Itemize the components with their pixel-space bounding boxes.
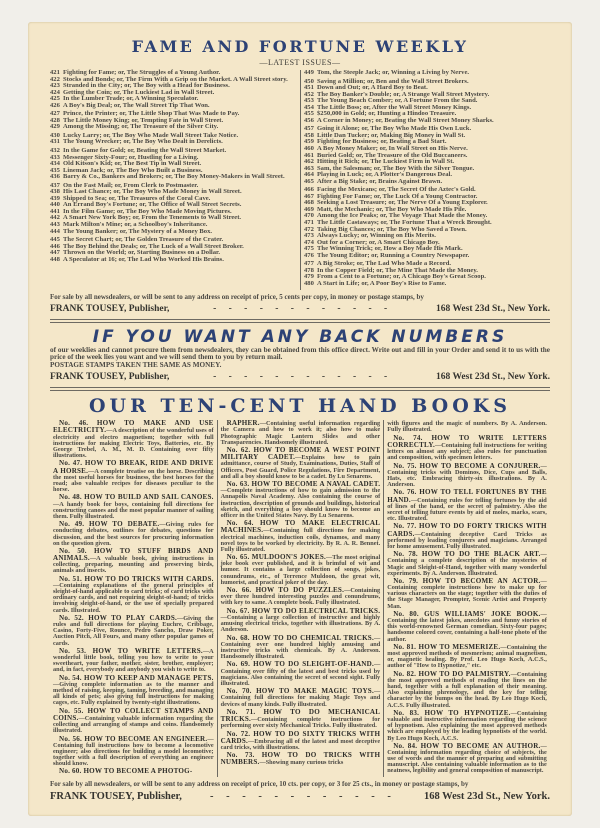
issue-number: 435	[50, 166, 60, 174]
issue-title: Stocks and Bonds; or, The Firm With a Grip on the Market. A Wall Street story.	[63, 75, 288, 83]
handbook-title: No. 69. HOW TO DO SLEIGHT-OF-HAND.	[226, 660, 374, 669]
issue-item	[50, 124, 296, 131]
handbook-entry	[221, 608, 381, 634]
handbook-description: —Containing over fifty of the latest and best tricks used by magicians. Also containing the secret of second sight. Fully illustrated.	[220, 661, 381, 687]
issue-number: 480	[304, 279, 314, 287]
handbook-entry	[387, 489, 547, 522]
handbooks-sale-notice: For sale by all newsdealers, or will be sent to any address on receipt of price, 10 cts. per copy, or 3 for 25 cts., in money or postage stamps, by	[50, 779, 469, 788]
issue-group	[304, 187, 550, 259]
issue-title: Barry & Co., Bankers and Brokers; or, The Boy Money-Makers in Wall Street.	[63, 173, 285, 181]
handbook-entry	[387, 523, 547, 550]
issue-title: Out for a Corner; or, A Smart Chicago Boy.	[317, 238, 440, 246]
issue-title: A Speculator at 16; or, The Lad Who Worked His Brains.	[63, 255, 224, 263]
issue-item	[304, 179, 550, 186]
handbook-entry	[53, 494, 214, 520]
issue-title: A Big Stroke; or, The Lad Who Made a Record.	[317, 260, 452, 268]
issue-group	[304, 79, 550, 125]
handbook-description: —A handy book for boys, containing full directions for constructing canoes and the most popular manner of sailing them. Fully illustrated.	[53, 500, 214, 520]
issue-number: 426	[50, 101, 60, 109]
handbook-description: —Containing full instructions how to become a locomotive engineer; also directions for building a model locomotive; together with a full description of everything an engineer should know.	[53, 735, 214, 768]
handbook-title: No. 64. HOW TO MAKE ELECTRICAL MACHINES.	[220, 519, 381, 535]
issue-title: An Errand Boy's Fortune; or, The Office of Wall Street Secrets.	[63, 201, 242, 209]
handbook-entry	[221, 661, 381, 687]
issue-item	[50, 257, 296, 264]
issue-item	[50, 139, 296, 146]
handbook-entry	[53, 521, 214, 547]
handbook-entry	[387, 435, 547, 462]
issue-title: The Winning Trick; or, How a Boy Made His Mark.	[317, 245, 463, 253]
handbook-description: —Showing many curious tricks	[259, 759, 344, 767]
handbook-title: No. 51. HOW TO DO TRICKS WITH CARDS.	[59, 574, 214, 583]
handbook-title: No. 63. HOW TO BECOME A NAVAL CADET.	[226, 480, 381, 489]
issue-number: 479	[304, 273, 314, 281]
issue-title: From a Cent to a Fortune; or, A Chicago Boy's Great Scoop.	[317, 273, 486, 281]
issue-title: Prince, the Printer; or, The Little Shop That Was Made to Pay.	[63, 110, 240, 118]
handbook-description: —The most original joke book ever published, and it is brimful of wit and humor. It contains a large collection of songs, jokes, conundrums, etc., of Terrence Muldoon, the great wit, humorist, and practical joker of the day.	[220, 554, 381, 586]
handbook-description: —Containing explanations of the general principles of sleight-of-hand applicable to card tricks; of card tricks with ordinary cards, and not requiring sleight-of-hand; of tricks involving sleight-of-hand, or the use of specially prepared cards. Illustrated.	[53, 581, 214, 614]
issues-list-left	[50, 70, 300, 290]
issue-number: 448	[50, 255, 60, 263]
handbook-description: —Containing full directions for making Magic Toys and devices of many kinds. Fully illustrated.	[220, 688, 381, 708]
issue-number: 447	[50, 249, 60, 257]
issue-number: 476	[304, 251, 314, 259]
handbook-title: No. 52. HOW TO PLAY CARDS.	[59, 613, 177, 622]
handbook-entry	[387, 420, 547, 433]
handbook-description: —Containing a complete description of the mysteries of Magic and Sleight-of-Hand, together with many wonderful experiments. By A. Anderson. Illustrated.	[387, 551, 547, 577]
handbook-entry	[53, 615, 214, 647]
issue-number: 466	[304, 186, 314, 194]
back-numbers-body: of our weeklies and cannot procure them from newsdealers, they can be obtained from this office direct. Write out and fill in your Order and send it to us with the price of the week lies you want and we will send them to you by return mail.	[50, 345, 550, 362]
issue-title: Always Lucky; or, Winning on His Merits.	[317, 232, 436, 240]
issue-item	[50, 229, 296, 236]
issue-title: $250,000 in Gold; or, Hunting a Hindoo Treasure.	[317, 110, 457, 118]
postage-note: POSTAGE STAMPS TAKEN THE SAME AS MONEY.	[50, 360, 222, 369]
issue-group	[50, 148, 296, 181]
issue-number: 427	[50, 110, 60, 118]
handbook-entry	[387, 644, 547, 670]
issue-item	[50, 103, 296, 110]
handbook-title: No. 46. HOW TO MAKE AND USE ELECTRICITY.	[53, 419, 214, 435]
issue-number: 455	[304, 110, 314, 118]
handbook-description: —Containing the most approved methods of reading the lines on the hand, together with a full explanation of their meaning. Also explaining phrenology, and the key for telling character by the bumps on the head. By Leo Hugo Koch, A.C.S. Fully illustrated.	[387, 670, 547, 709]
issue-title: Hitting it Rich; or, The Luckiest Firm in Wall St.	[317, 158, 455, 166]
issue-title: A Smart New York Boy; or, From the Tenements to Wall Street.	[63, 214, 242, 222]
publisher-name: FRANK TOUSEY, Publisher,	[50, 303, 170, 314]
handbook-title: No. 55. HOW TO COLLECT STAMPS AND COINS.	[53, 706, 214, 722]
weekly-sale-notice: For sale by all newsdealers, or will be sent to any address on receipt of price, 5 cents per copy, in money or postage stamps, by	[50, 292, 424, 301]
handbook-title: No. 81. HOW TO MESMERIZE.	[393, 642, 501, 651]
issue-number: 438	[50, 188, 60, 196]
issue-title: Mark Milton's Mine; or, a Schoolboy's Inheritance.	[63, 221, 208, 229]
publisher-line-3	[50, 790, 550, 803]
handbook-entry	[221, 709, 381, 729]
handbook-title: No. 62. HOW TO BECOME A WEST POINT MILITARY CADET.	[220, 446, 381, 462]
publisher-line-1	[50, 303, 550, 315]
handbook-title: No. 72. HOW TO DO SIXTY TRICKS WITH CARDS.	[220, 729, 381, 745]
issue-number: 439	[50, 194, 60, 202]
issue-title: Down and Out; or, A Hard Boy to Beat.	[317, 84, 428, 92]
handbook-description: —Containing full directions for making electrical machines, induction coils, dynamos, and many novel toys to be worked by electricity. By R. A. R. Bennet. Fully illustrated.	[220, 527, 381, 553]
issue-number: 445	[50, 236, 60, 244]
divider	[50, 319, 550, 323]
issue-number: 452	[304, 90, 314, 98]
handbook-title: No. 83. HOW TO HYPNOTIZE.	[393, 708, 511, 717]
issue-number: 451	[304, 84, 314, 92]
issue-title: Among the Ice Peaks; or, The Voyage That Made the Money.	[317, 212, 488, 220]
handbook-description: —Containing valuable information regarding the collecting and arranging of stamps and coins. Handsomely illustrated.	[53, 714, 214, 735]
handbook-entry	[387, 743, 547, 775]
handbook-title: No. 82. HOW TO DO PALMISTRY.	[393, 669, 511, 678]
issue-number: 457	[304, 125, 314, 133]
issue-number: 470	[304, 212, 314, 220]
handbook-entry	[387, 671, 547, 709]
handbook-description: —A valuable book, giving instructions in collecting, preparing, mounting and preserving birds, animals and insects.	[53, 555, 214, 575]
issue-number: 421	[50, 69, 60, 76]
handbook-title: No. 48. HOW TO BUILD AND SAIL CANOES.	[59, 493, 214, 502]
back-numbers-title: IF YOU WANT ANY BACK NUMBERS	[92, 326, 508, 347]
issue-title: Saving a Million; or, Ben and the Wall Street Brokers.	[317, 77, 469, 85]
issue-number: 453	[304, 97, 314, 105]
handbook-title: No. 67. HOW TO DO ELECTRICAL TRICKS.	[226, 606, 381, 615]
issues-list-right	[300, 70, 550, 290]
handbook-description: —Containing the latest jokes, anecdotes and funny stories of this world-renowned German comedian. Sixty-four pages; handsome colored cover, containing a half-tone photo of the author.	[387, 610, 547, 643]
issue-number: 431	[50, 138, 60, 146]
handbook-description: —A complete treatise on the horse. Describing the most useful horses for business, the best horses for the road; also valuable recipes for diseases peculiar to the horse.	[53, 467, 214, 494]
handbook-description: —Containing deceptive Card Tricks as performed by leading conjurers and magicians. Arranged for home amusement. Fully illustrated.	[387, 530, 547, 550]
handbook-description: —Containing complete instructions for performing over sixty Mechanical Tricks. Fully illustrated.	[220, 716, 381, 730]
issue-title: Going it Alone; or, The Boy Who Made His Own Luck.	[317, 125, 472, 133]
issue-number: 474	[304, 238, 314, 246]
weekly-title: FAME AND FORTUNE WEEKLY	[131, 37, 469, 56]
issue-item	[50, 174, 296, 181]
publisher-address: 168 West 23d St., New York.	[423, 790, 550, 802]
issue-title: Buried Gold; or, The Treasure of the Old Buccaneers.	[317, 151, 468, 159]
issue-number: 436	[50, 173, 60, 181]
handbook-description: —Containing over one hundred highly amusing and instructive tricks with chemicals. By A. Anderson. Handsomely illustrated.	[220, 634, 381, 661]
issue-title: The Young Beach Comber; or, A Fortune From the Sand.	[317, 97, 478, 105]
issue-number: 432	[50, 147, 60, 155]
handbook-title: No. 76. HOW TO TELL FORTUNES BY THE HAND.	[387, 488, 547, 504]
issue-title: Little Dan Tucker; or, Making Big Money in Wall St.	[317, 131, 466, 139]
handbook-description: —A description of the wonderful uses of electricity and electro magnetism; together with full instructions for making Electric Toys, Batteries, etc. By George Trebel, A. M., M. D. Containing over fifty illustrations.	[53, 427, 214, 460]
handbooks-columns	[50, 420, 550, 777]
handbook-entry	[221, 731, 381, 751]
issue-number: 473	[304, 232, 314, 240]
publisher-name: FRANK TOUSEY, Publisher,	[50, 372, 170, 383]
handbook-description: —Containing over three hundred interesting puzzles and conundrums, with key to same. A complete book. Fully illustrated.	[220, 587, 381, 607]
issue-title: Lucky Larry; or, The Boy Who Made Wall Street Take Notice.	[63, 131, 239, 139]
issue-title: Fighting For Fame; or, The Luck Of a Young Contractor.	[317, 192, 478, 200]
handbook-title: No. 50. HOW TO STUFF BIRDS AND ANIMALS.	[53, 547, 214, 563]
handbook-description: with figures and the magic of numbers. By A. Anderson. Fully illustrated.	[387, 420, 547, 434]
issue-group	[304, 261, 550, 287]
issue-title: A Start in Life; or, A Poor Boy's Rise to Fame.	[317, 279, 447, 287]
issue-number: 450	[304, 77, 314, 85]
issue-number: 462	[304, 158, 314, 166]
issue-title: After a Big Stake; or, Brains Against Brawn.	[317, 177, 443, 185]
issue-number: 456	[304, 116, 314, 124]
issue-number: 423	[50, 82, 60, 90]
issue-number: 433	[50, 153, 60, 161]
issue-group	[50, 111, 296, 131]
handbook-description: —Explains how to gain admittance, course of Study, Examinations, Duties, Staff of Officers, Post Guard, Police Regulations, Fire Department, and all a boy should know to be a cadet. By Lu Senarens.	[220, 454, 381, 480]
handbooks-column	[383, 420, 550, 777]
handbook-entry	[53, 708, 214, 735]
handbook-description: —A wonderful little book, telling you how to write to your sweetheart, your father, mother, sister, brother, employer; and, in fact, everybody and anybody you wish to write to.	[53, 647, 214, 674]
handbook-title: No. 54. HOW TO KEEP AND MANAGE PETS.	[59, 673, 214, 682]
handbook-entry	[221, 587, 381, 606]
handbook-entry	[221, 752, 381, 766]
issue-number: 424	[50, 88, 60, 96]
publisher-address: 168 West 23d St., New York.	[435, 372, 550, 383]
issue-title: Matt, the Mechanic; or, The Boy Who Made His Pile.	[317, 205, 467, 213]
issue-number: 437	[50, 181, 60, 189]
handbook-title: No. 77. HOW TO DO FORTY TRICKS WITH CARDS.	[387, 522, 547, 538]
issue-title: On the Fast Mail; or, From Clerk to Postmaster.	[63, 181, 199, 189]
publisher-address: 168 West 23d St., New York.	[435, 303, 550, 314]
issue-title: Messenger Sixty-Four; or, Hustling for a Living.	[63, 153, 199, 161]
issue-title: Shipped to Sea; or, The Treasures of the Coral Cave.	[63, 194, 211, 202]
issue-title: In the Game for Gold; or, Beating the Wall Street Market.	[63, 147, 227, 155]
issue-title: Tom, the Steeple Jack; or, Winning a Living by Nerve.	[317, 69, 470, 76]
issue-title: Among the Missing; or, The Treasure of the Silver City.	[63, 123, 219, 131]
handbook-entry	[221, 688, 381, 707]
issue-number: 460	[304, 145, 314, 153]
issue-number: 464	[304, 171, 314, 179]
issue-title: Playing in Luck; or, A Plotter's Dangerous Deal.	[317, 171, 452, 179]
handbook-description: —Containing useful information regarding the Camera and how to work it; also how to make Photographic Magic Lantern Slides and other Transparencies. Handsomely illustrated.	[220, 420, 381, 446]
issue-item	[304, 281, 550, 288]
handbook-title: No. 84. HOW TO BECOME AN AUTHOR.	[393, 741, 541, 750]
handbook-entry	[53, 576, 214, 614]
issue-number: 454	[304, 103, 314, 111]
handbook-entry	[53, 675, 214, 707]
issue-title: Thrown on the World; or, Starting Business on a Dollar.	[63, 249, 220, 257]
issue-number: 463	[304, 164, 314, 172]
publisher-line-2	[50, 371, 550, 383]
issue-title: Facing the Mexicans; or, The Secret Of the Aztec's Gold.	[317, 186, 476, 194]
handbooks-title: OUR TEN-CENT HAND BOOKS	[88, 395, 512, 418]
handbook-description: —Containing the most approved methods of mesmerism; animal magnetism, or, magnetic healing. By Prof. Leo Hugo Koch, A.C.S., author of "How to Hypnotize," etc.	[387, 643, 547, 670]
handbook-title: No. 80. GUS WILLIAMS' JOKE BOOK.	[393, 609, 541, 618]
issue-group	[50, 133, 296, 146]
issue-number: 458	[304, 131, 314, 139]
issue-number: 449	[304, 69, 314, 76]
handbook-entry	[387, 611, 547, 643]
issue-group	[304, 126, 550, 185]
handbook-entry	[387, 578, 547, 610]
handbook-description: —Containing valuable and instructive information regarding the science of hypnotism. Also explaining the most approved methods which are employed by the leading hypnotists of the world. By Leo Hugo Koch, A.C.S.	[387, 709, 547, 742]
issue-title: A Corner in Money; or, Beating the Wall Street Money Sharks.	[317, 116, 494, 124]
issue-number: 459	[304, 138, 314, 146]
issue-number: 471	[304, 219, 314, 227]
issue-title: Getting the Coin; or, The Luckiest Lad in Wall Street.	[63, 88, 215, 96]
handbook-entry	[221, 635, 381, 661]
issue-title: The Little Castaways; or, The Fortune That a Wreck Brought.	[317, 219, 492, 227]
issue-number: 467	[304, 192, 314, 200]
issue-title: Sam, the Salesman; or, The Boy With the Silver Tongue.	[317, 164, 475, 172]
latest-issues-heading: —LATEST ISSUES—	[259, 58, 341, 67]
handbook-entry	[221, 420, 381, 446]
issue-number: 478	[304, 266, 314, 274]
issue-group	[50, 183, 296, 235]
issue-title: Old Kitson's Kid; or, The Best Tip in Wall Street.	[63, 160, 202, 168]
handbook-description: —Embracing all of the latest and most deceptive card tricks, with illustrations.	[220, 737, 381, 751]
issue-title: The Boy Behind the Deals; or, The Luck of a Wall Street Broker.	[63, 242, 244, 250]
issue-title: The Young Editor; or, Running a Country Newspaper.	[317, 251, 470, 259]
issue-group	[50, 70, 296, 109]
handbook-description: —Containing complete instructions how to make up for various characters on the stage; together with the duties of the Stage Manager, Prompter, Scenic Artist and Property Man.	[387, 578, 547, 610]
issue-title: The Little Boss; or, After the Wall Street Money Kings.	[317, 103, 472, 111]
issue-number: 441	[50, 207, 60, 215]
publisher-name: FRANK TOUSEY, Publisher,	[50, 790, 182, 802]
back-numbers-text	[50, 347, 550, 370]
handbook-entry	[221, 481, 381, 519]
issue-title: Lineman Jack; or, The Boy Who Built a Business.	[63, 166, 203, 174]
issue-item	[304, 118, 550, 125]
issue-number: 469	[304, 205, 314, 213]
issue-title: Fighting for Business; or, Beating a Bad Start.	[317, 138, 447, 146]
issue-title: The Boy Banker's Double; or, A Strange Wall Street Mystery.	[317, 90, 490, 98]
issue-title: The Secret Chart; or, The Golden Treasure of the Crater.	[63, 236, 224, 244]
handbook-title: No. 79. HOW TO BECOME AN ACTOR.	[393, 577, 541, 585]
handbook-title: No. 74. HOW TO WRITE LETTERS CORRECTLY.	[387, 433, 547, 449]
issue-item	[304, 70, 550, 77]
handbook-title: No. 49. HOW TO DEBATE.	[59, 520, 160, 529]
handbook-entry	[53, 768, 214, 775]
divider	[50, 387, 550, 391]
issue-number: 430	[50, 131, 60, 139]
issue-number: 475	[304, 245, 314, 253]
handbook-description: —Complete instructions of how to gain admission to the Annapolis Naval Academy. Also containing the course of instruction, description of grounds and buildings, historical sketch, and everything a boy should know to become an officer in the United States Navy. By Lu Senarens.	[220, 487, 381, 519]
issue-number: 443	[50, 221, 60, 229]
issue-title: The Little Money King; or, Tempting Fate in Wall Street.	[63, 116, 224, 124]
issue-number: 440	[50, 201, 60, 209]
handbook-title: No. 68. HOW TO DO CHEMICAL TRICKS.	[226, 633, 374, 642]
handbook-entry	[53, 548, 214, 575]
handbook-entry	[387, 710, 547, 742]
issue-title: Stranded in the City; or, The Boy with a Head for Business.	[63, 82, 230, 90]
issue-number: 461	[304, 151, 314, 159]
issues-lists	[50, 70, 550, 290]
handbook-entry	[53, 648, 214, 674]
handbook-entry	[387, 463, 547, 489]
handbook-description: —Containing a large collection of instructive and highly amusing electrical tricks, together with illustrations. By A. Anderson.	[220, 613, 381, 634]
handbooks-column	[217, 420, 384, 777]
handbook-entry	[221, 554, 381, 586]
handbook-title: No. 71. HOW TO DO MECHANICAL TRICKS.	[220, 707, 381, 724]
handbook-title: No. 47. HOW TO BREAK, RIDE AND DRIVE A HORSE.	[53, 459, 214, 475]
issue-number: 425	[50, 95, 60, 103]
handbook-entry	[53, 460, 214, 493]
handbook-description: —Giving rules for conducting debates, outlines for debates, questions for discussion, and the best sources for procuring information on the question given.	[53, 521, 214, 547]
handbooks-column	[50, 420, 217, 777]
issue-number: 429	[50, 123, 60, 131]
handbook-entry	[221, 520, 381, 553]
issue-title: In the Film Game; or, The Boy Who Made Moving Pictures.	[63, 207, 232, 215]
issue-number: 422	[50, 75, 60, 83]
issue-number: 468	[304, 199, 314, 207]
handbook-entry	[53, 420, 214, 459]
handbook-title: No. 75. HOW TO BECOME A CONJURER.	[393, 461, 541, 470]
issue-number: 444	[50, 227, 60, 235]
handbook-description: —Containing information regarding choice of subjects, the use of words and the manner of preparing and submitting manuscript. Also containing valuable information as to the neatness, legibility and general composition of manuscript.	[387, 742, 547, 775]
handbook-description: —Giving the rules and full directions for playing Euchre, Cribbage, Casino, Forty-Five, Rounce, Pedro Sancho, Draw Poker, Auction Pitch, All Fours, and many other popular games of cards.	[53, 614, 214, 647]
issue-title: In the Lumber Trade; or, A Winning Speculator.	[63, 95, 199, 103]
handbook-title: No. 60. HOW TO BECOME A PHOTOG-	[59, 767, 193, 776]
dot-leader: - - - - - - - - - - - -	[213, 372, 393, 383]
handbook-entry	[221, 447, 381, 480]
handbook-title: No. 73. HOW TO DO TRICKS WITH NUMBERS.	[220, 751, 381, 767]
back-cover-page	[28, 22, 572, 816]
issue-title: In the Copper Field; or, The Mine That Made the Money.	[317, 266, 478, 274]
issue-title: A Boy Money Maker; or, In Wall Street on His Nerve.	[317, 145, 468, 153]
issue-number: 477	[304, 260, 314, 268]
issue-number: 442	[50, 214, 60, 222]
issue-number: 472	[304, 225, 314, 233]
issue-title: Taking Big Chances; or, The Boy Who Saved a Town.	[317, 225, 467, 233]
issue-item	[304, 253, 550, 260]
dot-leader: - - - - - - - - - - - -	[210, 790, 396, 802]
issue-title: Fighting for Fame; or, The Struggles of a Young Author.	[63, 69, 221, 76]
handbook-description: —Containing full instructions for writing letters on almost any subject; also rules for punctuation and composition, with specimen letters.	[387, 441, 547, 462]
issue-title: His Last Chance; or, The Boy Who Made Money in Wall Street.	[63, 188, 242, 196]
handbook-description: —Containing tricks with Dominos, Dice, Cups and Balls, Hats, etc. Embracing thirty-six illustrations. By A. Anderson.	[387, 462, 547, 489]
issue-group	[50, 237, 296, 263]
issue-title: The Young Banker; or, The Mystery of a Money Box.	[63, 227, 213, 235]
issue-number: 465	[304, 177, 314, 185]
dot-leader: - - - - - - - - - - - -	[213, 303, 393, 314]
handbook-title: No. 66. HOW TO DO PUZZLES.	[226, 586, 345, 595]
issue-number: 428	[50, 116, 60, 124]
handbook-entry	[53, 736, 214, 768]
handbook-title: RAPHER.	[226, 419, 260, 428]
handbook-description: —Giving complete information as to the manner and method of raising, keeping, taming, breeding, and managing all kinds of pets; also giving full instructions for making cages, etc. Fully explained by twenty-eight illustrations.	[53, 680, 214, 707]
handbook-description: —Containing rules for telling fortunes by the aid of lines of the hand, or the secret of palmistry. Also the secret of telling future events by aid of moles, marks, scars, etc. Illustrated.	[387, 496, 547, 523]
handbook-title: No. 70. HOW TO MAKE MAGIC TOYS.	[226, 687, 374, 696]
handbook-entry	[387, 551, 547, 577]
issue-title: A Boy's Big Deal; or, The Wall Street Tip That Won.	[63, 101, 210, 109]
handbook-title: No. 78. HOW TO DO THE BLACK ART.	[393, 550, 541, 559]
issue-number: 446	[50, 242, 60, 250]
issue-group	[304, 70, 550, 77]
issue-title: The Young Wrecker; or, The Boy Who Dealt in Derelicts.	[63, 138, 223, 146]
handbook-title: No. 65. MULDOON'S JOKES.	[226, 553, 326, 562]
handbook-title: No. 56. HOW TO BECOME AN ENGINEER.	[59, 734, 208, 743]
issue-number: 434	[50, 160, 60, 168]
handbook-title: No. 53. HOW TO WRITE LETTERS.	[59, 646, 203, 655]
issue-title: Seeking a Lost Treasure; or, The Nerve Of a Young Explorer.	[317, 199, 488, 207]
